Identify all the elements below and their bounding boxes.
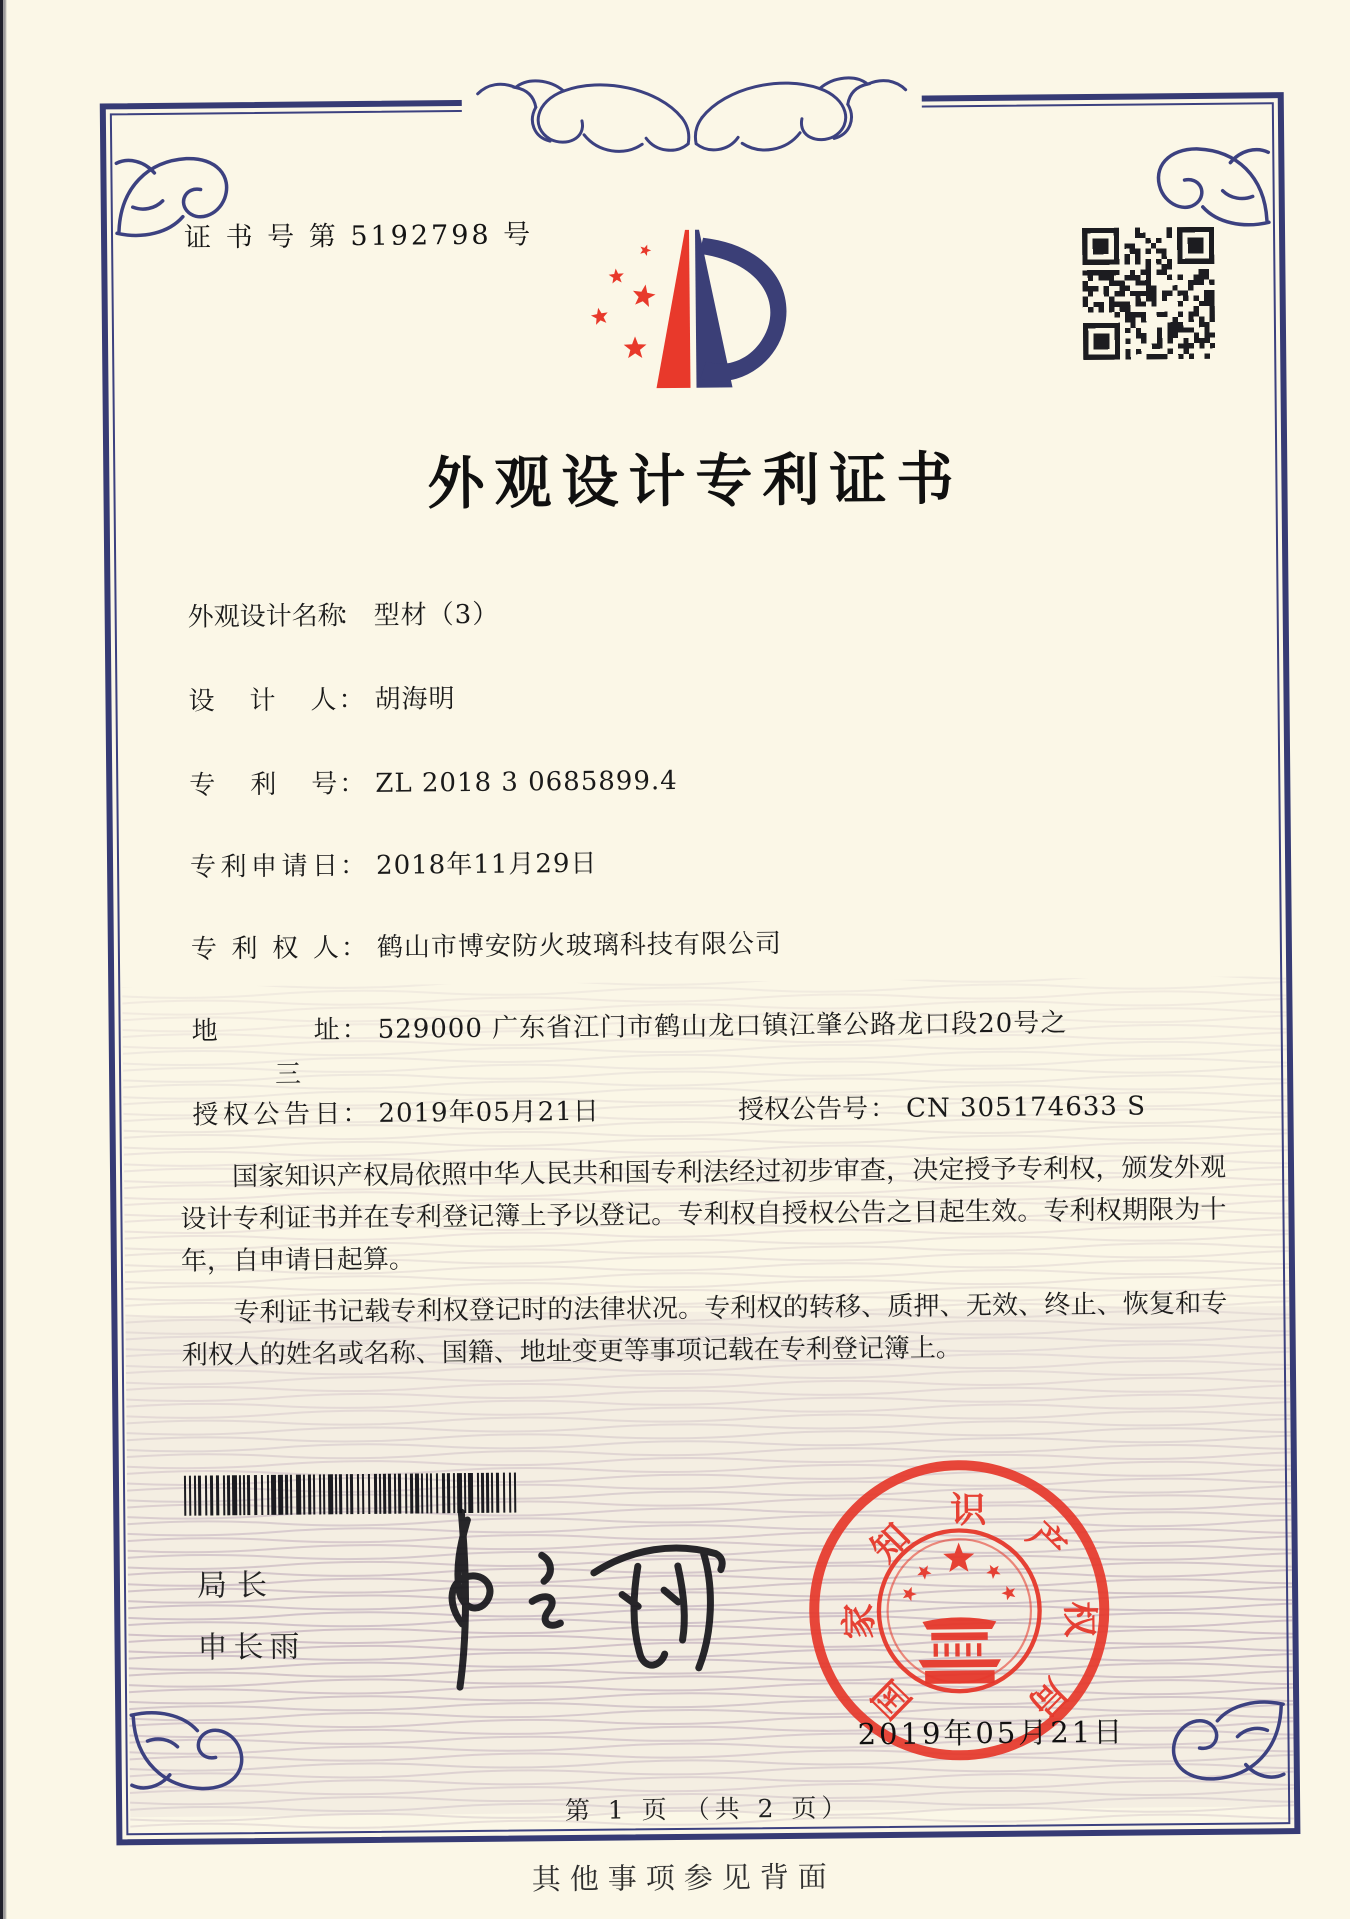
dragon-ornament-icon <box>431 57 952 170</box>
border-frame <box>100 92 1301 1845</box>
field-value: 529000 广东省江门市鹤山龙口镇江肇公路龙口段20号之 <box>377 1008 1068 1045</box>
field-grant-row: 授权公告日： 2019年05月21日 授权公告号： CN 305174633 S <box>192 1085 1146 1131</box>
field-value: ZL 2018 3 0685899.4 <box>375 765 678 799</box>
field-label: 专利权人 <box>190 933 340 965</box>
corner-flourish-icon <box>123 1691 269 1837</box>
field-address: 地址： 529000 广东省江门市鹤山龙口镇江肇公路龙口段20号之 <box>191 1008 1068 1047</box>
seal-ring-char: 产 <box>1018 1514 1074 1570</box>
field-label: 专利号 <box>189 769 338 801</box>
legal-paragraph-1: 国家知识产权局依照中华人民共和国专利法经过初步审查，决定授予专利权，颁发外观设计专利证书并在专利登记簿上予以登记。专利权自授权公告之日起生效。专利权期限为十年，自申请日起算。 <box>180 1152 1227 1277</box>
field-value: 型材（3） <box>373 599 500 631</box>
corner-flourish-icon <box>1146 1681 1292 1827</box>
field-value: 鹤山市博安防火玻璃科技有限公司 <box>376 928 783 963</box>
field-label: 外观设计名称 <box>187 601 344 633</box>
field-address-line2: 三 <box>274 1059 302 1090</box>
field-label: 授权公告日 <box>192 1099 341 1131</box>
field-value: 2019年05月21日 <box>378 1096 600 1129</box>
field-label: 专利申请日 <box>189 851 339 883</box>
back-note: 其他事项参见背面 <box>531 1859 836 1897</box>
certificate-number: 证 书 号 第 5192798 号 <box>183 219 534 254</box>
qr-code-icon <box>1082 227 1215 360</box>
field-label: 地址 <box>191 1015 340 1047</box>
field-design-name: 外观设计名称： 型材（3） <box>187 594 499 634</box>
field-value: CN 305174633 S <box>905 1091 1147 1124</box>
field-value: 胡海明 <box>374 684 456 715</box>
field-filing-date: 专利申请日： 2018年11月29日 <box>190 843 598 884</box>
commissioner-name: 申长雨 <box>197 1629 306 1666</box>
seal-ring-char: 权 <box>1058 1600 1101 1638</box>
field-label: 设计人 <box>188 685 337 717</box>
seal-date: 2019年05月21日 <box>857 1714 1126 1752</box>
scan-edge-shadow <box>0 0 7 1919</box>
signature-icon <box>381 1499 753 1708</box>
field-value: 2018年11月29日 <box>375 848 598 881</box>
seal-ring-char: 局 <box>1020 1669 1076 1725</box>
certificate-title: 外观设计专利证书 <box>427 445 964 518</box>
legal-paragraph-2: 专利证书记载专利权登记时的法律状况。专利权的转移、质押、无效、终止、恢复和专利权人的姓名或名称、国籍、地址变更等事项记载在专利登记簿上。 <box>181 1288 1228 1371</box>
page-indicator: 第 1 页 （共 2 页） <box>564 1793 852 1826</box>
legal-text <box>180 1147 1228 1387</box>
field-patent-number: 专利号： ZL 2018 3 0685899.4 <box>189 760 678 802</box>
cnipa-logo-icon <box>585 223 799 401</box>
field-patentee: 专利权人： 鹤山市博安防火玻璃科技有限公司 <box>190 928 783 965</box>
seal-ring-char: 家 <box>838 1603 881 1640</box>
field-label: 授权公告号 <box>737 1094 869 1126</box>
corner-flourish-icon <box>1131 100 1277 246</box>
seal-ring-char: 国 <box>864 1671 920 1727</box>
corner-flourish-icon <box>108 110 254 256</box>
field-designer: 设计人： 胡海明 <box>188 678 455 718</box>
field-grant-number: 授权公告号： CN 305174633 S <box>737 1091 1147 1126</box>
seal-ring-char: 知 <box>863 1515 919 1571</box>
commissioner-title: 局长 <box>196 1567 278 1604</box>
seal-ring-char: 识 <box>950 1489 987 1532</box>
